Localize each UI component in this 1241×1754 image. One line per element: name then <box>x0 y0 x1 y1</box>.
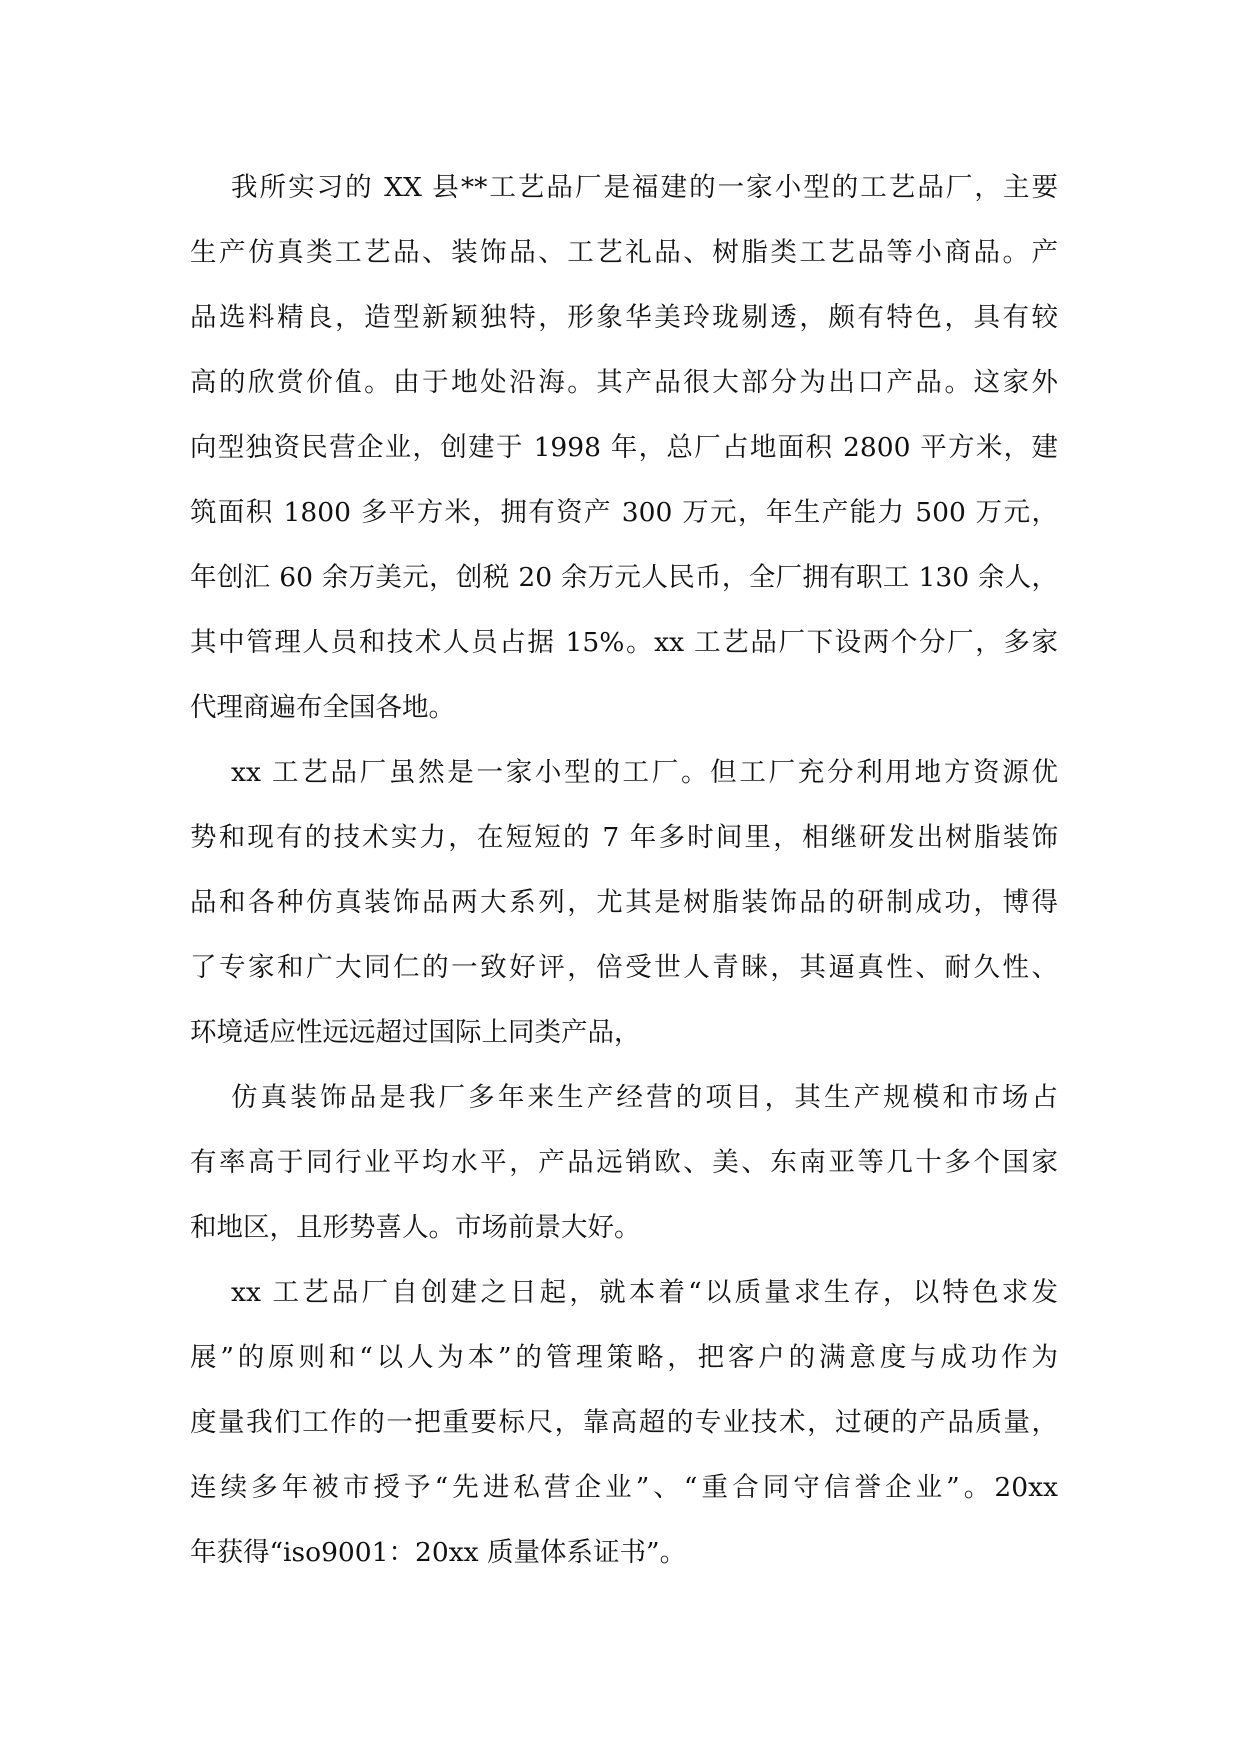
paragraph-3 <box>190 1065 1058 1260</box>
text-line: 品和各种仿真装饰品两大系列，尤其是树脂装饰品的研制成功，博得 <box>190 887 1058 918</box>
text-line: 有率高于同行业平均水平，产品远销欧、美、东南亚等几十多个国家 <box>190 1147 1058 1178</box>
text-line: 向型独资民营企业，创建于 1998 年，总厂占地面积 2800 平方米，建 <box>190 432 1058 463</box>
text-line: 年创汇 60 余万美元，创税 20 余万元人民币，全厂拥有职工 130 余人， <box>190 562 1058 593</box>
text-line: 我所实习的 XX 县**工艺品厂是福建的一家小型的工艺品厂，主要 <box>231 172 1058 203</box>
text-line: 生产仿真类工艺品、装饰品、工艺礼品、树脂类工艺品等小商品。产 <box>190 237 1058 268</box>
paragraph-4 <box>190 1260 1058 1585</box>
text-line: 品选料精良，造型新颖独特，形象华美玲珑剔透，颇有特色，具有较 <box>190 302 1058 333</box>
text-line: 年获得“iso9001：20xx 质量体系证书”。 <box>190 1537 687 1568</box>
document-body <box>190 155 1058 1585</box>
paragraph-2 <box>190 740 1058 1065</box>
text-line: 势和现有的技术实力，在短短的 7 年多时间里，相继研发出树脂装饰 <box>190 822 1058 853</box>
text-line: 筑面积 1800 多平方米，拥有资产 300 万元，年生产能力 500 万元， <box>190 497 1058 528</box>
text-line: xx 工艺品厂虽然是一家小型的工厂。但工厂充分利用地方资源优 <box>231 757 1058 788</box>
text-line: 度量我们工作的一把重要标尺，靠高超的专业技术，过硬的产品质量， <box>190 1407 1058 1438</box>
text-line: 连续多年被市授予“先进私营企业”、“重合同守信誉企业”。20xx <box>190 1472 1058 1503</box>
text-line: 展”的原则和“以人为本”的管理策略，把客户的满意度与成功作为 <box>190 1342 1058 1373</box>
text-line: 了专家和广大同仁的一致好评，倍受世人青睐，其逼真性、耐久性、 <box>190 952 1058 983</box>
text-line: 其中管理人员和技术人员占据 15%。xx 工艺品厂下设两个分厂，多家 <box>190 627 1058 658</box>
text-line: 环境适应性远远超过国际上同类产品， <box>190 1017 641 1048</box>
text-line: 高的欣赏价值。由于地处沿海。其产品很大部分为出口产品。这家外 <box>190 367 1058 398</box>
text-line: xx 工艺品厂自创建之日起，就本着“以质量求生存，以特色求发 <box>231 1277 1058 1308</box>
text-line: 和地区，且形势喜人。市场前景大好。 <box>190 1212 641 1243</box>
paragraph-1 <box>190 155 1058 740</box>
text-line: 仿真装饰品是我厂多年来生产经营的项目，其生产规模和市场占 <box>231 1082 1058 1113</box>
text-line: 代理商遍布全国各地。 <box>190 692 455 723</box>
